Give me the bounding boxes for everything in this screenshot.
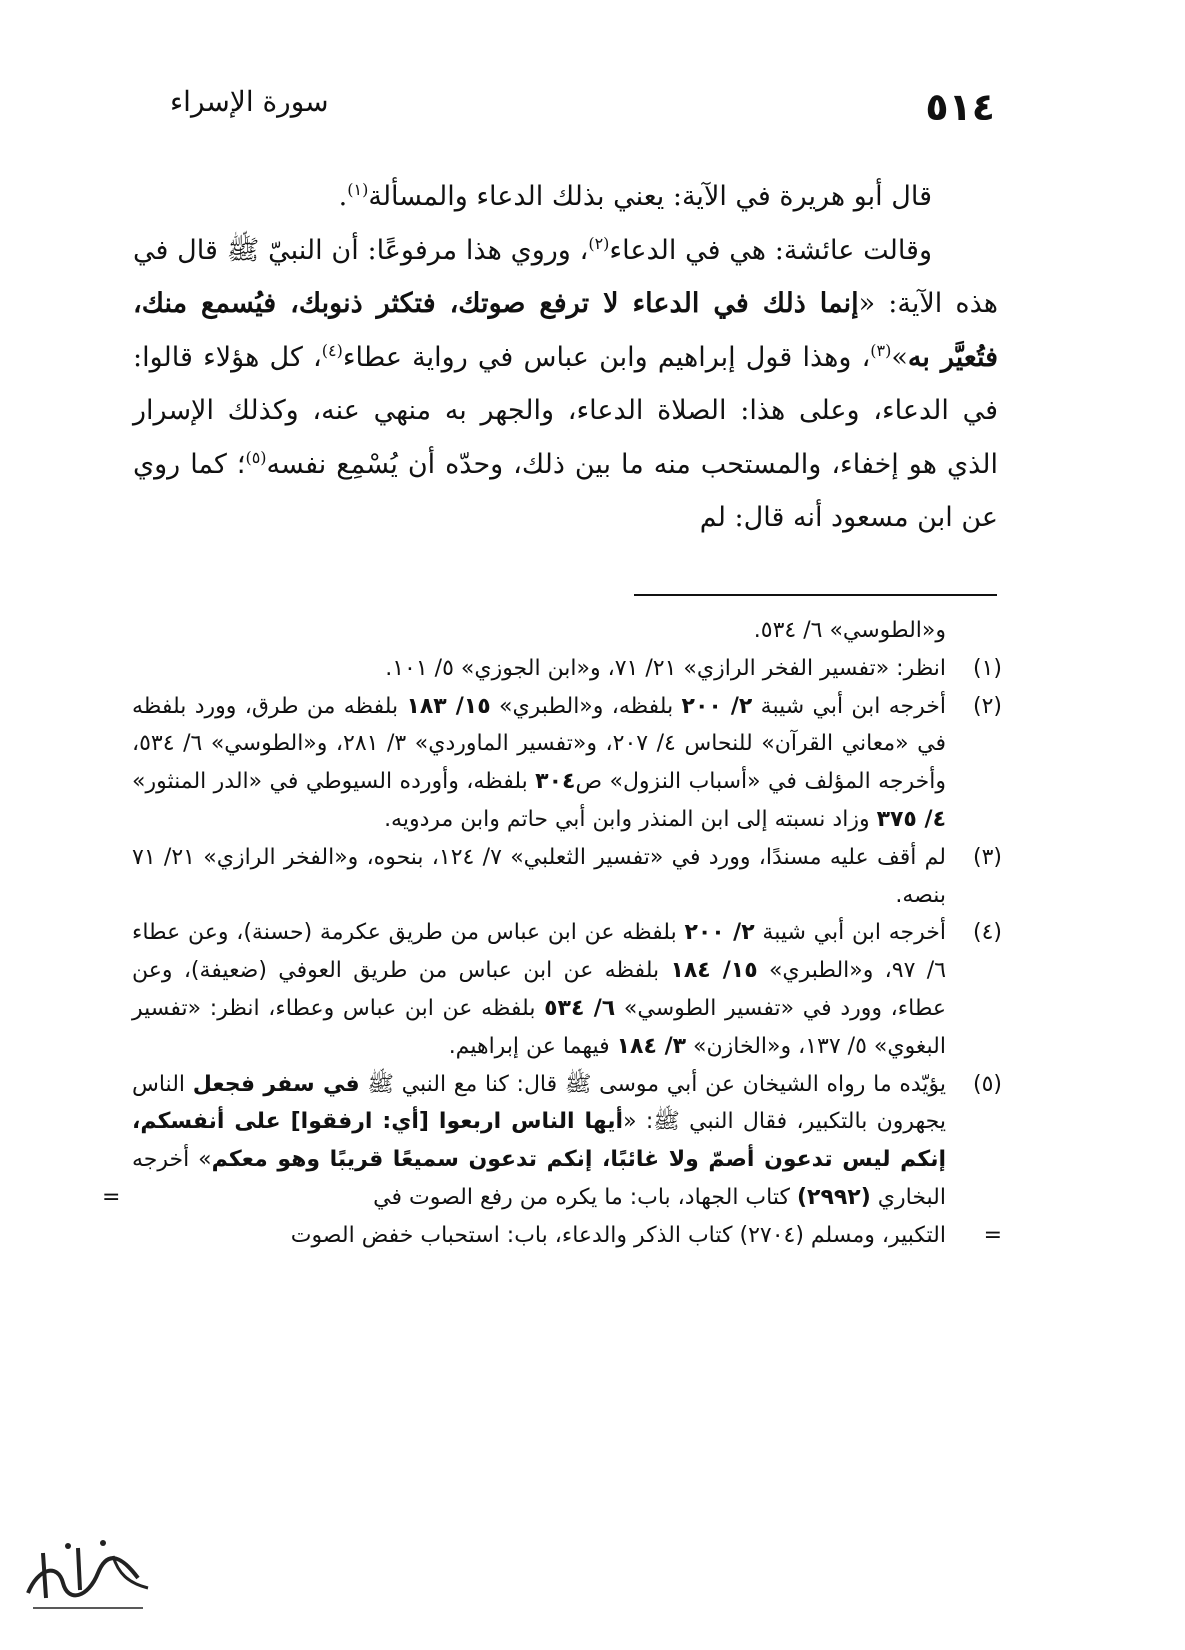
footnote-2-ref-d: ٤/ ٣٧٥ (876, 806, 946, 832)
footnote-2-ref-c: ٣٠٤ (535, 769, 576, 795)
paragraph-1-end: . (338, 181, 348, 212)
footnote-5-c: الناس يجهرون بالتكبير، فقال النبي ﷺ: « (132, 1071, 946, 1135)
calligraphy-logo-icon (8, 1528, 158, 1623)
footnote-4-ref-a: ٢/ ٢٠٠ (684, 920, 755, 946)
footnote-ref-3: (٣) (870, 340, 892, 360)
footnote-4-d: بلفظه عن ابن عباس من طريق العوفي (ضعيفة)، وعن عطاء، وورد في «تفسير الطوسي» (132, 958, 946, 1021)
footnote-3-number: (٣) (972, 844, 1002, 870)
footnote-5 (102, 1066, 1002, 1217)
footnote-ref-4: (٤) (321, 340, 343, 360)
footnote-ref-2: (٢) (588, 233, 610, 253)
footnote-2-ref-a: ٢/ ٢٠٠ (681, 693, 753, 719)
footnote-2-d: بلفظه من طرق، وورد بلفظه في «معاني القرآن» للنحاس ٤/ ٢٠٧، و«تفسير الماوردي» ٣/ ٢٨١، و«الطوسي» ٦/ ٥٣٤، وأخرجه المؤلف في «أسباب النزول» ص (132, 693, 947, 795)
main-text (133, 170, 998, 545)
footnote-4-number: (٤) (972, 920, 1002, 946)
footnote-4-ref-b: ١٥/ ١٨٤ (670, 958, 758, 984)
footnote-4 (132, 914, 1002, 1065)
footnote-4-f: فيهما عن إبراهيم. (448, 1033, 617, 1059)
footnote-2-a: أخرجه ابن أبي شيبة (752, 693, 946, 719)
paragraph-1 (133, 170, 998, 224)
footnote-5-a: يؤيّده ما رواه الشيخان عن أبي موسى ﷺ قال: كنا مع النبي ﷺ (359, 1071, 947, 1097)
footnote-5-bold-a: في سفر فجعل (192, 1071, 360, 1097)
footnote-4-e: بلفظه عن ابن عباس وعطاء، انظر: «تفسير البغوي» ٥/ ١٣٧، و«الخازن» (132, 995, 946, 1059)
footnote-2-c: بلفظه، و«الطبري» (490, 693, 682, 719)
footnote-1 (132, 650, 1002, 688)
footnote-4-ref-d: ٣/ ١٨٤ (616, 1033, 687, 1059)
footnote-5-d: » أخرجه البخاري (132, 1147, 946, 1210)
footnote-2 (132, 688, 1002, 839)
footnote-4-a: أخرجه ابن أبي شيبة (754, 920, 947, 946)
footnote-5-last-line: التكبير، ومسلم (٢٧٠٤) كتاب الذكر والدعاء، باب: استحباب خفض الصوت (290, 1222, 946, 1248)
footnote-2-e: بلفظه، وأورده السيوطي في «الدر المنثور» (132, 769, 536, 795)
footnote-5-ref: (٢٩٩٢) (796, 1184, 871, 1210)
continuation-mark-bottom: = (983, 1222, 1002, 1248)
footnote-ref-1: (١) (347, 180, 369, 199)
page-number: ٥١٤ (925, 85, 995, 129)
paragraph-2-f: ؛ كما روي عن ابن مسعود أنه قال: لم (133, 448, 998, 533)
footnote-2-f: وزاد نسبته إلى ابن المنذر وابن أبي حاتم وابن مردويه. (384, 806, 877, 832)
page-header (170, 85, 995, 145)
paragraph-2 (133, 224, 998, 545)
footnote-3 (132, 839, 1002, 915)
hadith-quote: إنما ذلك في الدعاء لا ترفع صوتك، فتكثر ذنوبك، فيُسمع منك، فتُعيَّر به (133, 288, 999, 373)
paragraph-1-text: قال أبو هريرة في الآية: يعني بذلك الدعاء والمسألة (368, 181, 932, 212)
paragraph-2-e: ، كل هؤلاء قالوا: في الدعاء، وعلى هذا: الصلاة الدعاء، والجهر به منهي عنه، وكذلك الإسرار الذي هو إخفاء، والمستحب منه ما بين ذلك، وحدّه أن يُسْمِع نفسه (133, 341, 998, 480)
running-title: سورة الإسراء (170, 85, 329, 118)
footnote-2-ref-b: ١٥/ ١٨٣ (406, 693, 491, 719)
paragraph-2-d: ، وهذا قول إبراهيم وابن عباس في رواية عطاء (342, 341, 871, 373)
footnote-4-c: بلفظه عن ابن عباس من طريق عكرمة (حسنة)، وعن عطاء ٦/ ٩٧، و«الطبري» (132, 920, 947, 984)
footnote-2-number: (٢) (972, 693, 1002, 719)
footnote-5-number: (٥) (972, 1071, 1002, 1097)
footnote-ref-5: (٥) (245, 447, 267, 467)
footnote-5-e: كتاب الجهاد، باب: ما يكره من رفع الصوت في (373, 1184, 797, 1210)
footnote-carry-over: و«الطوسي» ٦/ ٥٣٤. (753, 618, 946, 643)
footnote-1-text: انظر: «تفسير الفخر الرازي» ٢١/ ٧١، و«ابن الجوزي» ٥/ ١٠١. (385, 655, 946, 681)
publisher-logo (8, 1528, 158, 1623)
footnotes (102, 612, 1002, 1255)
footnote-3-text: لم أقف عليه مسندًا، وورد في «تفسير الثعلبي» ٧/ ١٢٤، بنحوه، و«الفخر الرازي» ٢١/ ٧١ بنصه. (132, 844, 946, 908)
footnote-5-continued (132, 1217, 1002, 1255)
footnote-4-ref-c: ٦/ ٥٣٤ (544, 995, 616, 1021)
footnote-separator (634, 594, 997, 597)
continuation-mark-top: = (102, 1184, 121, 1210)
footnote-1-number: (١) (972, 655, 1002, 681)
paragraph-2-b: ، وروي هذا مرفوعًا: أن النبيّ ﷺ قال في هذه الآية: « (133, 234, 998, 319)
paragraph-2-a: وقالت عائشة: هي في الدعاء (609, 234, 932, 266)
footnote-5-hadith: أيها الناس اربعوا [أي: ارفقوا] على أنفسكم، إنكم ليس تدعون أصمّ ولا غائبًا، إنكم تدعون سميعًا قريبًا وهو معكم (132, 1109, 947, 1173)
paragraph-2-c: » (891, 341, 908, 373)
